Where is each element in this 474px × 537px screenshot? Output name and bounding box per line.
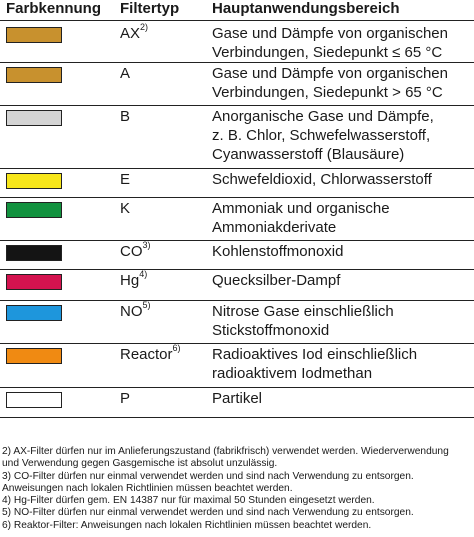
application-line: radioaktivem Iodmethan bbox=[212, 365, 373, 382]
filter-type-label: K bbox=[120, 200, 131, 217]
application-text bbox=[212, 389, 262, 408]
footnote-line: 2) AX-Filter dürfen nur im Anlieferungszustand (fabrikfrisch) verwendet werden. Wiederverwendung bbox=[2, 446, 449, 457]
filter-type-label: Reactor bbox=[120, 346, 173, 363]
footnote-line: und Verwendung gegen Gasgemische ist absolut unzulässig. bbox=[2, 458, 278, 470]
header-type: Filtertyp bbox=[120, 0, 180, 17]
application-text bbox=[212, 64, 448, 102]
application-line: Schwefeldioxid, Chlorwasserstoff bbox=[212, 171, 432, 188]
color-swatch bbox=[6, 202, 62, 218]
table-row bbox=[0, 105, 474, 168]
application-text bbox=[212, 107, 434, 164]
application-line: Gase und Dämpfe von organischen bbox=[212, 25, 448, 42]
filter-type-label: CO bbox=[120, 243, 143, 260]
header-color: Farbkennung bbox=[6, 0, 102, 17]
table-row bbox=[0, 343, 474, 387]
application-line: Gase und Dämpfe von organischen bbox=[212, 65, 448, 82]
application-text bbox=[212, 271, 340, 290]
filter-type-label: NO bbox=[120, 303, 143, 320]
table-row bbox=[0, 197, 474, 240]
footnote-line: 4) Hg-Filter dürfen gem. EN 14387 nur für maximal 50 Stunden eingesetzt werden. bbox=[2, 495, 375, 507]
filter-type bbox=[120, 199, 130, 218]
header-application: Hauptanwendungsbereich bbox=[212, 0, 400, 17]
table-row bbox=[0, 387, 474, 417]
footnote-line: 3) CO-Filter dürfen nur einmal verwendet werden und sind nach Verwendung zu entsorgen. bbox=[2, 470, 414, 482]
filter-type bbox=[120, 345, 181, 364]
color-swatch bbox=[6, 348, 62, 364]
application-line: Verbindungen, Siedepunkt > 65 °C bbox=[212, 84, 443, 101]
application-line: Quecksilber-Dampf bbox=[212, 272, 341, 289]
application-text bbox=[212, 24, 448, 62]
filter-type bbox=[120, 302, 151, 321]
application-line: Partikel bbox=[212, 390, 263, 407]
filter-type-label: B bbox=[120, 108, 131, 125]
application-line: Nitrose Gase einschließlich bbox=[212, 303, 394, 320]
table-row bbox=[0, 240, 474, 269]
table-row bbox=[0, 168, 474, 197]
filter-type-label: Hg bbox=[120, 272, 140, 289]
filter-type-label: E bbox=[120, 171, 131, 188]
footnote-line: 6) Reaktor-Filter: Anweisungen nach lokalen Richtlinien müssen beachtet werden. bbox=[2, 519, 372, 531]
footnote-line: 5) NO-Filter dürfen nur einmal verwendet werden und sind nach Verwendung zu entsorgen. bbox=[2, 507, 414, 519]
application-text bbox=[212, 242, 343, 261]
header-divider bbox=[0, 20, 474, 21]
filter-type bbox=[120, 242, 151, 261]
footnote-marker: 3) bbox=[142, 240, 151, 250]
table-row bbox=[0, 62, 474, 105]
footnote-marker: 4) bbox=[139, 269, 148, 279]
table-row bbox=[0, 300, 474, 343]
filter-type bbox=[120, 170, 130, 189]
application-text bbox=[212, 345, 417, 383]
application-line: Verbindungen, Siedepunkt ≤ 65 °C bbox=[212, 44, 443, 61]
color-swatch bbox=[6, 110, 62, 126]
application-line: Stickstoffmonoxid bbox=[212, 322, 330, 339]
color-swatch bbox=[6, 245, 62, 261]
filter-type-label: A bbox=[120, 65, 131, 82]
table-row bbox=[0, 269, 474, 300]
footnote-marker: 5) bbox=[142, 300, 151, 310]
application-line: Radioaktives Iod einschließlich bbox=[212, 346, 418, 363]
filter-type bbox=[120, 64, 130, 83]
color-swatch bbox=[6, 274, 62, 290]
footnote-marker: 2) bbox=[140, 22, 149, 32]
footnote-line: Anweisungen nach lokalen Richtlinien müssen beachtet werden. bbox=[2, 482, 293, 494]
application-line: z. B. Chlor, Schwefelwasserstoff, bbox=[212, 127, 431, 144]
application-text bbox=[212, 199, 390, 237]
application-line: Kohlenstoffmonoxid bbox=[212, 243, 344, 260]
application-text bbox=[212, 170, 432, 189]
footnotes bbox=[2, 446, 449, 532]
row-divider bbox=[0, 417, 474, 418]
application-line: Ammoniak und organische bbox=[212, 200, 390, 217]
application-text bbox=[212, 302, 394, 340]
footnote-marker: 6) bbox=[172, 343, 181, 353]
filter-type-label: AX bbox=[120, 25, 141, 42]
filter-type bbox=[120, 271, 147, 290]
filter-type bbox=[120, 389, 130, 408]
filter-type bbox=[120, 107, 130, 126]
color-swatch bbox=[6, 173, 62, 189]
color-swatch bbox=[6, 27, 62, 43]
application-line: Anorganische Gase und Dämpfe, bbox=[212, 108, 434, 125]
table-row bbox=[0, 22, 474, 62]
filter-type bbox=[120, 24, 148, 43]
application-line: Ammoniakderivate bbox=[212, 219, 337, 236]
filter-type-label: P bbox=[120, 390, 131, 407]
application-line: Cyanwasserstoff (Blausäure) bbox=[212, 146, 405, 163]
color-swatch bbox=[6, 392, 62, 408]
color-swatch bbox=[6, 305, 62, 321]
color-swatch bbox=[6, 67, 62, 83]
